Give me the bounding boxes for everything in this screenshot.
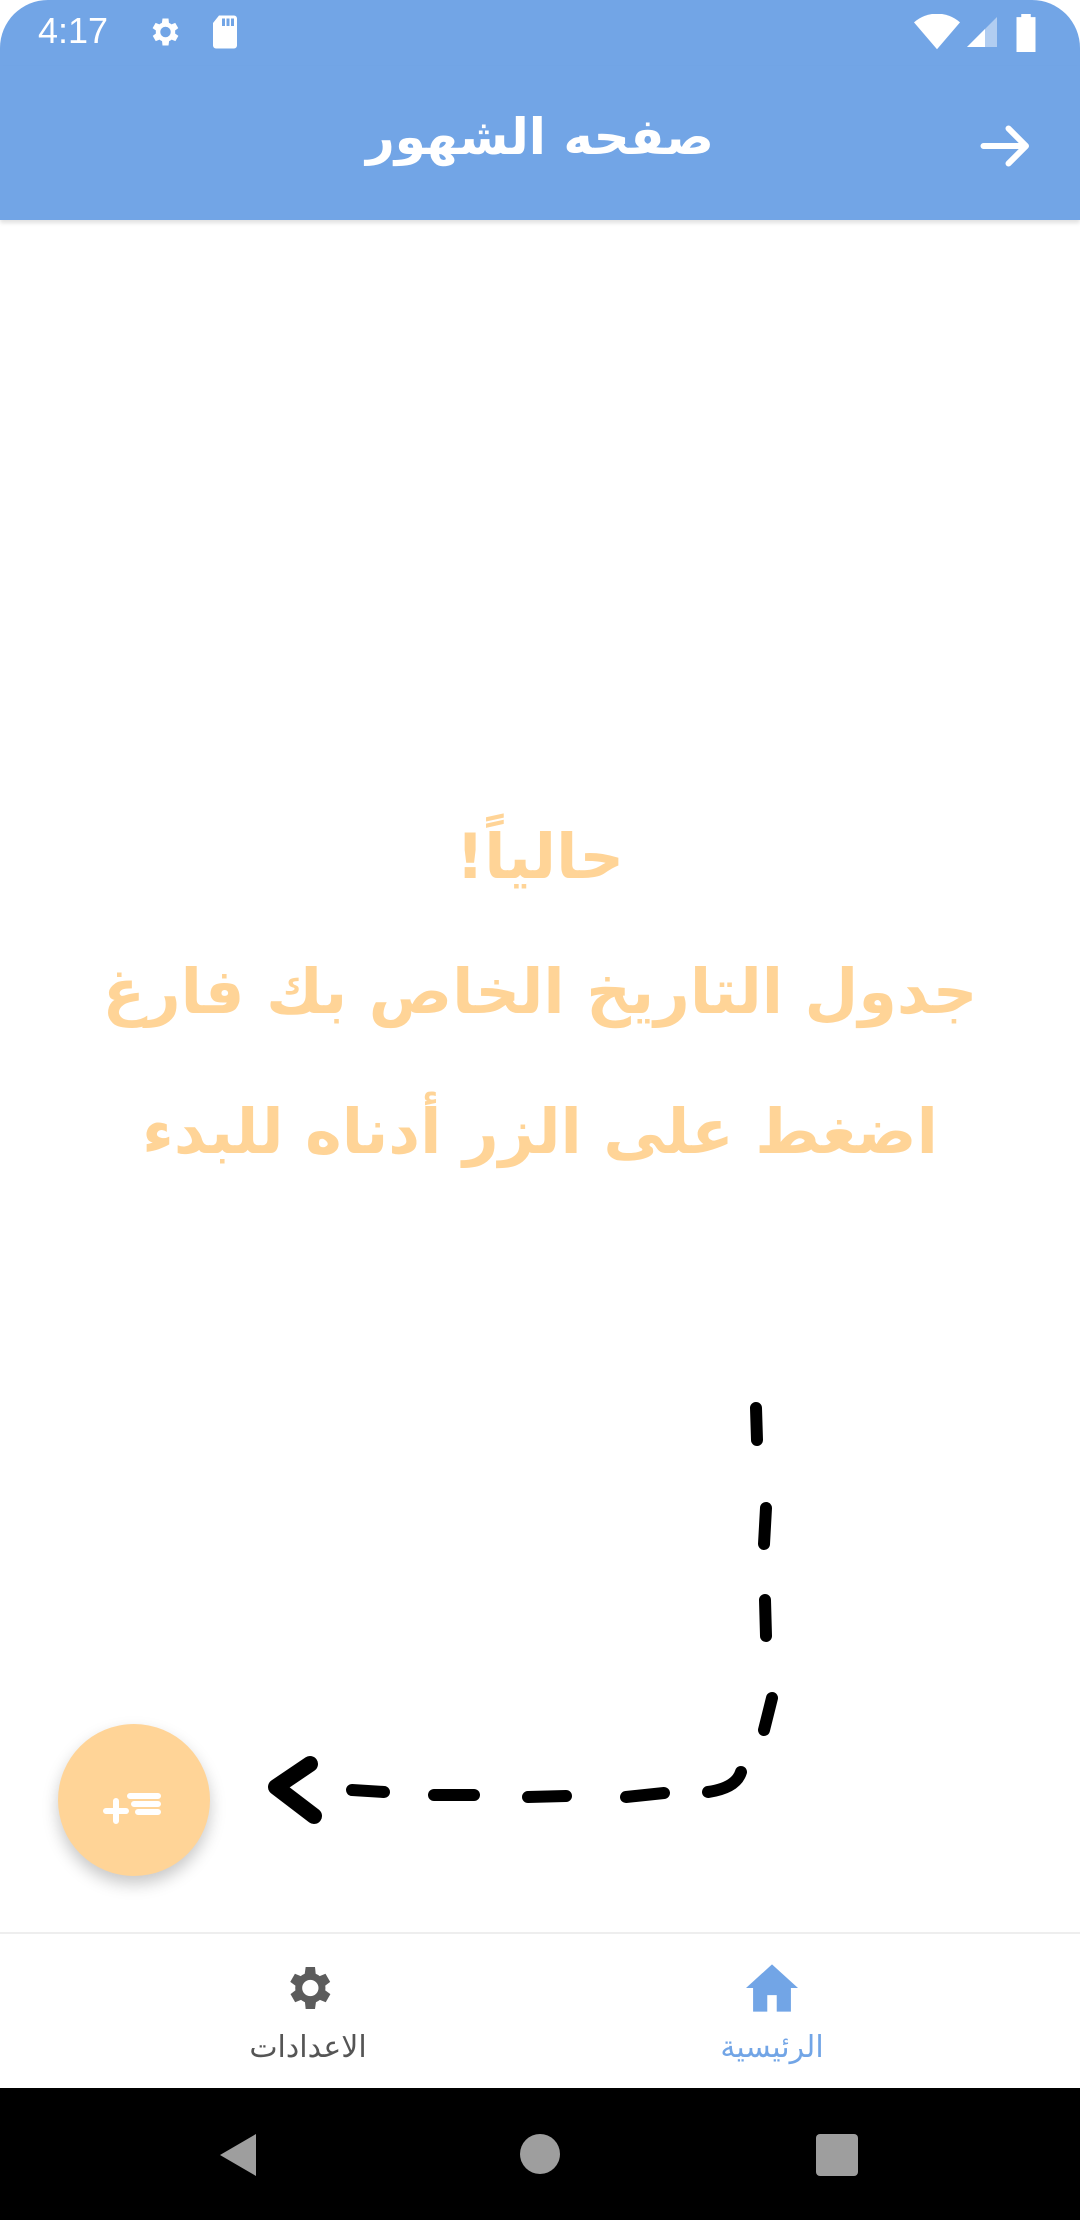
settings-status-icon: [146, 14, 182, 50]
bottom-navigation: [0, 1932, 1080, 2090]
system-recents-button[interactable]: [816, 2134, 858, 2176]
app-bar: [0, 66, 1080, 220]
nav-settings[interactable]: [158, 1934, 458, 2090]
wifi-icon: [914, 14, 960, 50]
empty-state-line2: جدول التاريخ الخاص بك فارغ: [102, 955, 978, 1028]
dashed-arrow-illustration: [260, 1380, 780, 1850]
back-arrow-button[interactable]: [976, 116, 1036, 176]
empty-state-title: حالياً!: [455, 820, 625, 893]
page-title: صفحه الشهور: [366, 108, 714, 166]
battery-icon: [1014, 14, 1038, 52]
nav-settings-label: الاعدادات: [249, 2030, 367, 2065]
system-home-button[interactable]: [520, 2134, 560, 2174]
status-bar: [0, 0, 1080, 66]
nav-home-label: الرئيسية: [720, 2030, 824, 2065]
nav-home[interactable]: [622, 1934, 922, 2090]
settings-icon: [280, 1960, 336, 2016]
status-time: 4:17: [38, 10, 109, 51]
playlist-add-icon: [58, 1724, 210, 1876]
home-icon: [743, 1962, 801, 2014]
sd-card-icon: [210, 14, 240, 50]
empty-state-line3: اضغط على الزر أدناه للبدء: [142, 1095, 938, 1168]
system-back-button[interactable]: [216, 2132, 260, 2178]
cell-signal-icon: [964, 14, 1000, 50]
add-entry-button[interactable]: [58, 1724, 210, 1876]
system-navigation-bar: [0, 2088, 1080, 2220]
